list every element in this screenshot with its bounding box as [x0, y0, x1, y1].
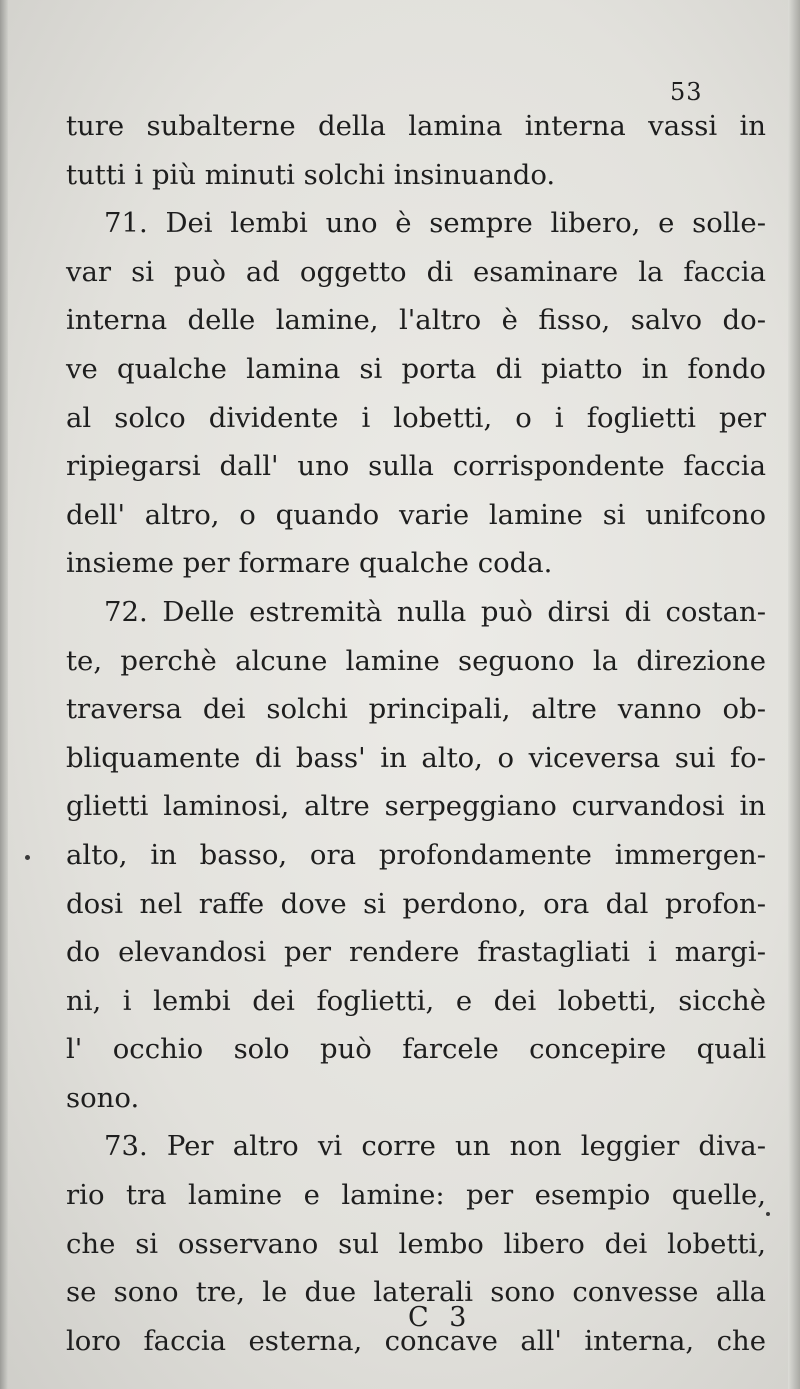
text-line: se sono tre, le due laterali sono convesse alla: [66, 1276, 766, 1309]
text-line: do elevandosi per rendere frastagliati i margi-: [66, 936, 766, 969]
text-line: interna delle lamine, l'altro è fisso, salvo do-: [66, 304, 766, 337]
page-left-edge-shadow: [0, 0, 8, 1389]
text-line: ture subalterne della lamina interna vassi in: [66, 110, 766, 142]
text-line: dell' altro, o quando varie lamine si unifcono: [66, 498, 766, 531]
text-line: ni, i lembi dei foglietti, e dei lobetti, sicchè: [66, 984, 766, 1017]
ink-speck: [766, 1212, 770, 1216]
text-line: insieme per formare qualche coda.: [66, 547, 553, 580]
signature-mark: C 3: [408, 1302, 473, 1333]
text-line: dosi nel raffe dove si perdono, ora dal profon-: [66, 887, 766, 920]
page-number: 53: [670, 78, 703, 106]
text-line: sono.: [66, 1081, 140, 1114]
text-line: traversa dei solchi principali, altre vanno ob-: [66, 693, 766, 726]
text-line: l' occhio solo può farcele concepire quali: [66, 1033, 766, 1066]
text-line: al solco dividente i lobetti, o i foglietti per: [66, 401, 766, 434]
text-line: ripiegarsi dall' uno sulla corrispondente faccia: [66, 450, 766, 483]
text-line: te, perchè alcune lamine seguono la direzione: [66, 644, 766, 677]
page-right-edge-shadow: [788, 0, 800, 1389]
text-line: bliquamente di bass' in alto, o viceversa sui fo-: [66, 741, 766, 774]
text-line: loro faccia esterna, concave all' interna, che: [66, 1324, 766, 1357]
body-text: [66, 102, 766, 1365]
ink-speck: [25, 855, 30, 860]
text-line: alto, in basso, ora profondamente immergen-: [66, 838, 766, 871]
text-line: che si osservano sul lembo libero dei lobetti,: [66, 1227, 766, 1260]
text-line: rio tra lamine e lamine: per esempio quelle,: [66, 1179, 766, 1212]
text-line: tutti i più minuti solchi insinuando.: [66, 158, 556, 191]
paragraph-72-start: 72. Delle estremità nulla può dirsi di costan-: [104, 595, 766, 628]
paragraph-71-start: 71. Dei lembi uno è sempre libero, e solle-: [104, 207, 766, 240]
text-line: var si può ad oggetto di esaminare la faccia: [66, 255, 766, 288]
text-line: ve qualche lamina si porta di piatto in fondo: [66, 352, 766, 385]
text-line: glietti laminosi, altre serpeggiano curvandosi in: [66, 790, 766, 823]
paragraph-73-start: 73. Per altro vi corre un non leggier diva-: [104, 1130, 766, 1163]
